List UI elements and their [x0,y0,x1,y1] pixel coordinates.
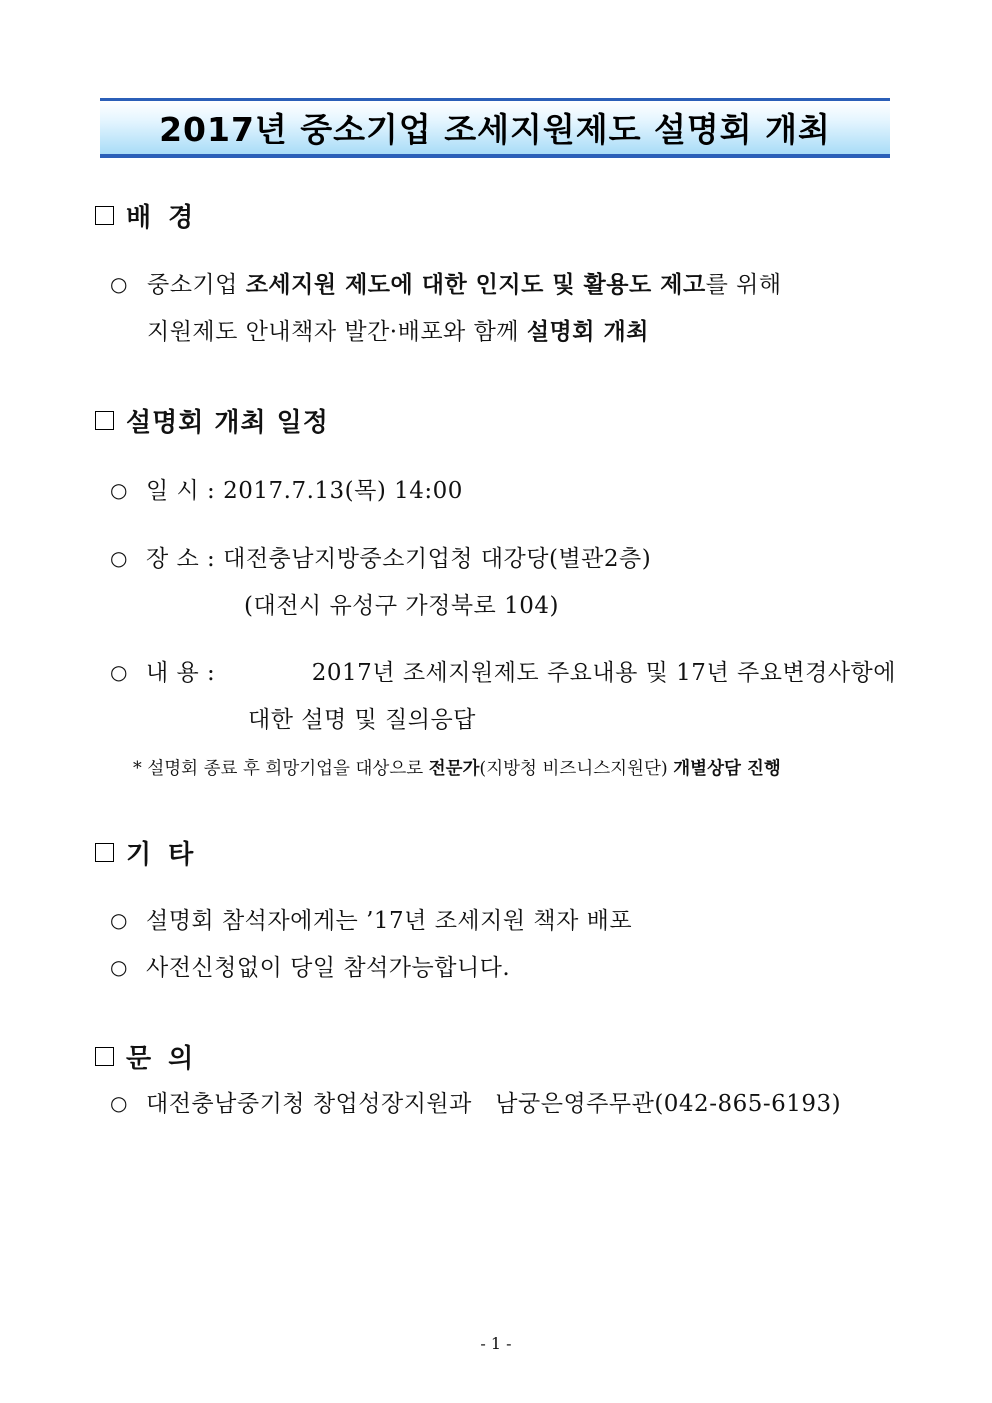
section-heading-etc: 기 타 [95,834,197,871]
bullet-circle-icon: ○ [110,1091,128,1115]
etc-item-1: 설명회 참석자에게는 ’17년 조세지원 책자 배포 [146,908,633,934]
bullet-circle-icon: ○ [110,955,128,979]
checkbox-square-icon [95,411,114,430]
document-title-banner [100,98,890,158]
document-title: 2017년 중소기업 조세지원제도 설명회 개최 [159,110,831,149]
background-line-2: 지원제도 안내책자 발간·배포와 함께 설명회 개최 [147,319,649,345]
bullet-circle-icon: ○ [110,272,128,296]
schedule-date-row: 일 시 : 2017.7.13(목) 14:00 [146,478,463,504]
schedule-content-row: 내 용 : 2017년 조세지원제도 주요내용 및 17년 주요변경사항에 [146,660,896,686]
schedule-content-row-2: 대한 설명 및 질의응답 [248,707,476,733]
bullet-circle-icon: ○ [110,546,128,570]
schedule-note: * 설명회 종료 후 희망기업을 대상으로 전문가(지방청 비즈니스지원단) 개별상담 진행 [133,759,781,779]
section-heading-background: 배 경 [95,197,197,234]
inquiry-item-1: 대전충남중기청 창업성장지원과 남궁은영주무관(042-865-6193) [146,1091,842,1117]
bullet-circle-icon: ○ [110,908,128,932]
schedule-place-address: (대전시 유성구 가정북로 104) [244,593,559,619]
checkbox-square-icon [95,843,114,862]
bullet-circle-icon: ○ [110,478,128,502]
checkbox-square-icon [95,1047,114,1066]
page-number: - 1 - [480,1334,512,1353]
schedule-place-row: 장 소 : 대전충남지방중소기업청 대강당(별관2층) [146,546,652,572]
checkbox-square-icon [95,206,114,225]
background-line-1: 중소기업 조세지원 제도에 대한 인지도 및 활용도 제고를 위해 [147,272,782,298]
etc-item-2: 사전신청없이 당일 참석가능합니다. [146,955,511,981]
section-heading-schedule: 설명회 개최 일정 [95,402,329,439]
bullet-circle-icon: ○ [110,660,128,684]
section-heading-inquiry: 문 의 [95,1038,197,1075]
